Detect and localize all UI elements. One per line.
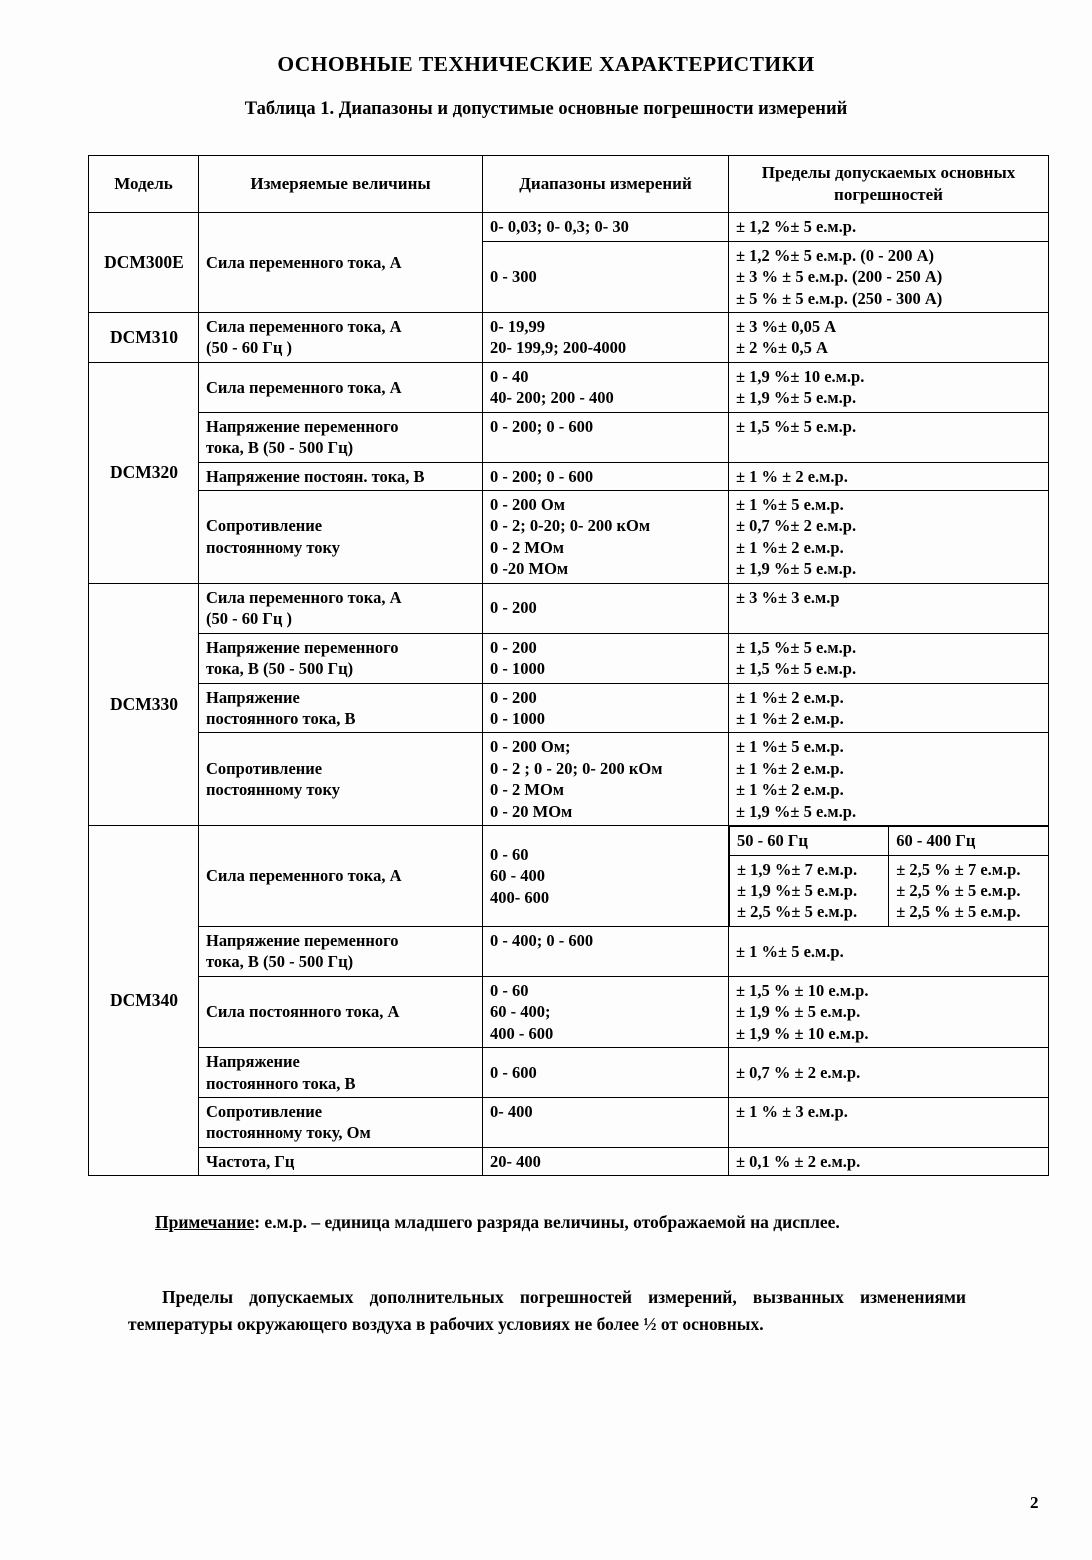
range-dcm340-frequency: 20- 400 <box>483 1147 729 1175</box>
table-row <box>89 583 1049 633</box>
quantity-dcm320-dc-voltage: Напряжение постоян. тока, В <box>199 462 483 490</box>
range-line: 400 - 600 <box>490 1023 554 1043</box>
table-row <box>89 312 1049 362</box>
table-row <box>89 926 1049 976</box>
error-line: ± 1 %± 2 е.м.р. <box>736 708 844 728</box>
error-col-60-400 <box>889 855 1048 926</box>
range-dcm330-ac-voltage <box>483 633 729 683</box>
range-dcm340-resistance: 0- 400 <box>483 1097 729 1147</box>
error-dcm330-dc-voltage <box>729 683 1049 733</box>
range-dcm330-ac-current: 0 - 200 <box>483 583 729 633</box>
error-line: ± 1 %± 2 е.м.р. <box>736 780 844 800</box>
quantity-line: Напряжение переменного <box>206 416 399 436</box>
error-line: ± 3 % ± 5 е.м.р. (200 - 250 А) <box>736 267 943 287</box>
error-line: ± 3 %± 0,05 А <box>736 316 837 336</box>
error-line: ± 1,9 % ± 10 е.м.р. <box>736 1023 869 1043</box>
error-line: ± 1 %± 2 е.м.р. <box>736 687 844 707</box>
model-dcm340: DCM340 <box>89 826 199 1176</box>
table-row <box>89 1097 1049 1147</box>
quantity-dcm320-ac-voltage <box>199 412 483 462</box>
table-row <box>89 826 1049 927</box>
quantity-line: Сопротивление <box>206 516 323 536</box>
table-row <box>89 462 1049 490</box>
page-number: 2 <box>1030 1493 1039 1512</box>
error-dcm320-ac-voltage: ± 1,5 %± 5 е.м.р. <box>729 412 1049 462</box>
error-line: ± 1,9 %± 5 е.м.р. <box>736 559 857 579</box>
range-line: 60 - 400 <box>490 866 545 886</box>
range-line: 0 - 2 МОм <box>490 780 565 800</box>
error-line: ± 2,5 % ± 7 е.м.р. <box>896 859 1021 879</box>
error-line: ± 2,5 %± 5 е.м.р. <box>737 902 858 922</box>
quantity-line: Напряжение <box>206 687 300 707</box>
range-line: 400- 600 <box>490 887 550 907</box>
header-model: Модель <box>89 156 199 213</box>
quantity-dcm340-ac-voltage <box>199 926 483 976</box>
quantity-line: Напряжение переменного <box>206 637 399 657</box>
model-dcm320: DCM320 <box>89 362 199 583</box>
model-dcm330: DCM330 <box>89 583 199 825</box>
table-row <box>89 633 1049 683</box>
page-title: ОСНОВНЫЕ ТЕХНИЧЕСКИЕ ХАРАКТЕРИСТИКИ <box>277 52 815 76</box>
range-dcm310 <box>483 312 729 362</box>
error-dcm310 <box>729 312 1049 362</box>
header-quantity: Измеряемые величины <box>199 156 483 213</box>
quantity-dcm300e-ac-current: Сила переменного тока, А <box>199 213 483 313</box>
freq-header-50-60: 50 - 60 Гц <box>730 827 889 855</box>
error-line: ± 2,5 % ± 5 е.м.р. <box>896 902 1021 922</box>
quantity-line: Сопротивление <box>206 758 323 778</box>
range-line: 20- 199,9; 200-4000 <box>490 338 627 358</box>
table-row <box>89 976 1049 1047</box>
quantity-dcm320-resistance <box>199 491 483 584</box>
range-dcm320-dc-voltage: 0 - 200; 0 - 600 <box>483 462 729 490</box>
error-line: ± 1 %± 5 е.м.р. <box>736 737 844 757</box>
table-row <box>89 683 1049 733</box>
quantity-dcm340-dc-current: Сила постоянного тока, А <box>199 976 483 1047</box>
quantity-dcm340-ac-current: Сила переменного тока, А <box>199 826 483 927</box>
error-dcm340-ac-voltage: ± 1 %± 5 е.м.р. <box>729 926 1049 976</box>
error-dcm340-resistance: ± 1 % ± 3 е.м.р. <box>729 1097 1049 1147</box>
freq-header-60-400: 60 - 400 Гц <box>889 827 1048 855</box>
range-line: 0 - 200 Ом; <box>490 737 571 757</box>
quantity-dcm320-ac-current: Сила переменного тока, А <box>199 362 483 412</box>
table-row <box>89 491 1049 584</box>
error-line: ± 1 %± 5 е.м.р. <box>736 495 844 514</box>
error-dcm330-ac-voltage <box>729 633 1049 683</box>
range-dcm340-ac-current <box>483 826 729 927</box>
error-dcm340-frequency: ± 0,1 % ± 2 е.м.р. <box>729 1147 1049 1175</box>
range-line: 0 - 200 <box>490 687 537 707</box>
error-line: ± 1,5 %± 5 е.м.р. <box>736 659 857 679</box>
quantity-dcm340-dc-voltage <box>199 1048 483 1098</box>
quantity-line: Напряжение <box>206 1052 300 1072</box>
note-text: : е.м.р. – единица младшего разряда величины, отображаемой на дисплее. <box>254 1212 840 1232</box>
quantity-line: тока, В (50 - 500 Гц) <box>206 952 354 972</box>
additional-error-paragraph: Пределы допускаемых дополнительных погрешностей измерений, вызванных изменениями температуры окружающего воздуха в рабочих условиях не более ½ от основных. <box>128 1287 966 1335</box>
quantity-line: тока, В (50 - 500 Гц) <box>206 659 354 679</box>
range-dcm320-ac-voltage: 0 - 200; 0 - 600 <box>483 412 729 462</box>
quantity-line: постоянному току, Ом <box>206 1123 371 1143</box>
table-row <box>89 362 1049 412</box>
error-dcm340-dc-current <box>729 976 1049 1047</box>
range-line: 0 - 40 <box>490 366 529 386</box>
range-line: 60 - 400; <box>490 1002 551 1022</box>
quantity-line: Напряжение переменного <box>206 930 399 950</box>
table-row <box>89 733 1049 826</box>
model-dcm310: DCM310 <box>89 312 199 362</box>
range-line: 0 -20 МОм <box>490 559 569 579</box>
error-line: ± 5 % ± 5 е.м.р. (250 - 300 А) <box>736 288 943 308</box>
error-line: ± 0,7 %± 2 е.м.р. <box>736 516 857 536</box>
quantity-line: (50 - 60 Гц ) <box>206 338 292 358</box>
error-dcm330-resistance <box>729 733 1049 826</box>
quantity-dcm340-resistance <box>199 1097 483 1147</box>
quantity-line: постоянного тока, В <box>206 708 356 728</box>
table-row <box>89 1147 1049 1175</box>
range-line: 0 - 1000 <box>490 708 545 728</box>
error-line: ± 1,5 %± 5 е.м.р. <box>736 637 857 657</box>
error-dcm330-ac-current: ± 3 %± 3 е.м.р <box>729 583 1049 633</box>
error-line: ± 1,9 % ± 5 е.м.р. <box>736 1002 861 1022</box>
error-line: ± 1,9 %± 5 е.м.р. <box>736 801 857 821</box>
error-dcm320-ac-current <box>729 362 1049 412</box>
frequency-values-row <box>730 855 1049 926</box>
error-dcm340-ac-current <box>729 826 1049 927</box>
error-line: ± 1,5 % ± 10 е.м.р. <box>736 980 869 1000</box>
error-col-50-60 <box>730 855 889 926</box>
range-line: 0- 19,99 <box>490 316 545 336</box>
quantity-dcm340-frequency: Частота, Гц <box>199 1147 483 1175</box>
range-line: 0 - 200 <box>490 637 537 657</box>
table-row <box>89 1048 1049 1098</box>
table-row <box>89 213 1049 241</box>
specifications-table <box>88 155 1049 1176</box>
error-line: ± 1,9 %± 7 е.м.р. <box>737 859 858 879</box>
range-line: 40- 200; 200 - 400 <box>490 388 614 408</box>
note-label: Примечание <box>155 1212 255 1232</box>
error-dcm320-dc-voltage: ± 1 % ± 2 е.м.р. <box>729 462 1049 490</box>
error-dcm300e-2 <box>729 241 1049 312</box>
quantity-dcm330-ac-current <box>199 583 483 633</box>
quantity-line: постоянному току <box>206 780 341 800</box>
range-line: 0 - 2 ; 0 - 20; 0- 200 кОм <box>490 758 663 778</box>
range-dcm340-dc-current <box>483 976 729 1047</box>
quantity-line: постоянного тока, В <box>206 1073 356 1093</box>
quantity-line: тока, В (50 - 500 Гц) <box>206 438 354 458</box>
error-line: ± 1,9 %± 5 е.м.р. <box>737 881 858 900</box>
header-range: Диапазоны измерений <box>483 156 729 213</box>
table-header-row <box>89 156 1049 213</box>
table-row <box>89 412 1049 462</box>
error-line: ± 1,9 %± 10 е.м.р. <box>736 366 865 386</box>
range-dcm320-ac-current <box>483 362 729 412</box>
range-line: 0 - 2 МОм <box>490 537 565 557</box>
error-dcm320-resistance <box>729 491 1049 584</box>
error-line: ± 1 %± 2 е.м.р. <box>736 537 844 557</box>
frequency-header-row <box>730 827 1049 855</box>
range-dcm320-resistance <box>483 491 729 584</box>
range-dcm330-resistance <box>483 733 729 826</box>
error-line: ± 2,5 % ± 5 е.м.р. <box>896 881 1021 900</box>
model-dcm300e: DCM300E <box>89 213 199 313</box>
range-dcm330-dc-voltage <box>483 683 729 733</box>
header-error: Пределы допускаемых основных погрешностей <box>729 156 1049 213</box>
error-line: ± 1,9 %± 5 е.м.р. <box>736 388 857 408</box>
quantity-dcm330-resistance <box>199 733 483 826</box>
quantity-dcm310-ac-current <box>199 312 483 362</box>
error-line: ± 2 %± 0,5 А <box>736 338 828 358</box>
range-line: 0 - 2; 0-20; 0- 200 кОм <box>490 516 651 536</box>
quantity-line: постоянному току <box>206 537 341 557</box>
range-dcm300e-1: 0- 0,03; 0- 0,3; 0- 30 <box>483 213 729 241</box>
table-caption: Таблица 1. Диапазоны и допустимые основные погрешности измерений <box>244 99 848 119</box>
range-line: 0 - 60 <box>490 844 529 864</box>
range-dcm300e-2: 0 - 300 <box>483 241 729 312</box>
range-line: 0 - 200 Ом <box>490 495 565 514</box>
quantity-line: (50 - 60 Гц ) <box>206 609 292 629</box>
error-dcm300e-1: ± 1,2 %± 5 е.м.р. <box>729 213 1049 241</box>
range-line: 0 - 60 <box>490 980 529 1000</box>
quantity-dcm330-ac-voltage <box>199 633 483 683</box>
range-line: 0 - 1000 <box>490 659 545 679</box>
error-line: ± 1 %± 2 е.м.р. <box>736 758 844 778</box>
quantity-dcm330-dc-voltage <box>199 683 483 733</box>
range-dcm340-dc-voltage: 0 - 600 <box>483 1048 729 1098</box>
frequency-subtable <box>729 826 1048 926</box>
quantity-line: Сопротивление <box>206 1101 323 1121</box>
error-line: ± 1,2 %± 5 е.м.р. (0 - 200 А) <box>736 245 934 265</box>
quantity-line: Сила переменного тока, А <box>206 316 402 336</box>
range-line: 0 - 20 МОм <box>490 801 573 821</box>
error-dcm340-dc-voltage: ± 0,7 % ± 2 е.м.р. <box>729 1048 1049 1098</box>
note-block <box>155 1212 1035 1233</box>
range-dcm340-ac-voltage: 0 - 400; 0 - 600 <box>483 926 729 976</box>
quantity-line: Сила переменного тока, А <box>206 587 402 607</box>
